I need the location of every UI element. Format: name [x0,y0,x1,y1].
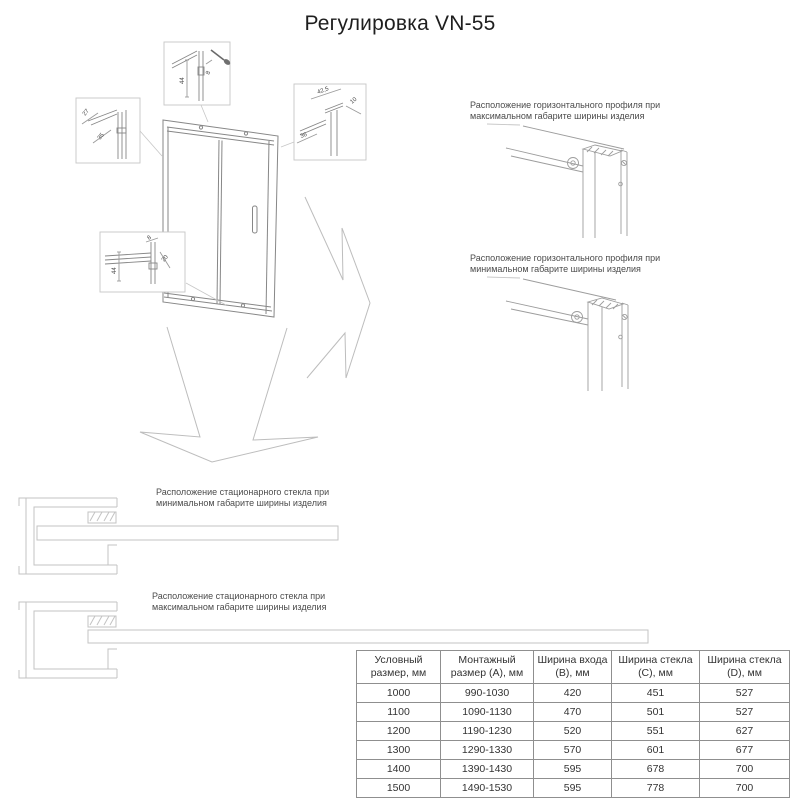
table-cell: 570 [534,741,612,760]
table-cell: 677 [700,741,790,760]
table-cell: 470 [534,703,612,722]
dimension-label: 44 [180,77,186,84]
dimension-label: 20 [160,254,170,264]
size-table [356,650,790,798]
caption-horizontal-profile-min: Расположение горизонтального профиля при минимальном габарите ширины изделия [470,253,661,274]
dimension-label: 35 [96,132,106,142]
dimension-label: 10 [349,96,359,106]
table-cell: 990-1030 [441,684,534,703]
arrow-right-outline [305,197,370,378]
dimension-label: 27 [81,108,91,118]
table-cell: 1000 [357,684,441,703]
caption-horizontal-profile-max: Расположение горизонтального профиля при максимальном габарите ширины изделия [470,100,661,121]
callout-detail-top [164,42,231,105]
table-cell: 1090-1130 [441,703,534,722]
dimension-label: 36 [299,131,308,140]
caption-stationary-glass-min: Расположение стационарного стекла при минимальном габарите ширины изделия [156,487,330,508]
table-cell: 1490-1530 [441,779,534,798]
dimension-label: 44 [112,267,118,274]
table-header-cell: Ширина стекла (D), мм [700,651,790,684]
table-row [357,703,790,722]
table-cell: 778 [612,779,700,798]
table-cell: 627 [700,722,790,741]
stationary-glass [37,526,338,540]
table-cell: 520 [534,722,612,741]
arrow-down-outline [140,327,318,462]
table-row [357,779,790,798]
caption-stationary-glass-max: Расположение стационарного стекла при максимальном габарите ширины изделия [152,591,327,612]
glass-section-min [19,498,338,574]
screw-icon [621,160,626,165]
table-body [357,684,790,798]
table-cell: 451 [612,684,700,703]
stationary-glass [88,630,648,643]
table-cell: 1290-1330 [441,741,534,760]
table-cell: 1300 [357,741,441,760]
table-cell: 1200 [357,722,441,741]
table-cell: 700 [700,779,790,798]
table-cell: 678 [612,760,700,779]
table-cell: 1190-1230 [441,722,534,741]
corner-diagram-max [487,124,627,238]
callout-detail-right [294,84,366,160]
table-cell: 601 [612,741,700,760]
table-header-cell: Ширина входа (B), мм [534,651,612,684]
callout-detail-bottom [100,232,185,292]
callout-detail-left [76,98,140,163]
table-cell: 595 [534,779,612,798]
table-cell: 501 [612,703,700,722]
table-row [357,741,790,760]
table-cell: 527 [700,684,790,703]
dimension-label: 8 [146,234,153,242]
table-header-cell: Условный размер, мм [357,651,441,684]
table-header-cell: Монтажный размер (A), мм [441,651,534,684]
table-cell: 1400 [357,760,441,779]
table-cell: 551 [612,722,700,741]
table-row [357,722,790,741]
table-cell: 1100 [357,703,441,722]
corner-diagram-min [487,277,628,391]
table-cell: 700 [700,760,790,779]
table-cell: 595 [534,760,612,779]
door-handle [253,206,258,233]
dimension-label: 42,5 [316,86,330,96]
table-header-cell: Ширина стекла (C), мм [612,651,700,684]
table-row [357,760,790,779]
table-cell: 527 [700,703,790,722]
screw-icon [622,314,627,319]
table-cell: 420 [534,684,612,703]
table-cell: 1500 [357,779,441,798]
page-title: Регулировка VN-55 [304,12,496,35]
table-row [357,684,790,703]
table-cell: 1390-1430 [441,760,534,779]
table-header-row [357,651,790,684]
dimension-label: 8 [205,70,213,76]
